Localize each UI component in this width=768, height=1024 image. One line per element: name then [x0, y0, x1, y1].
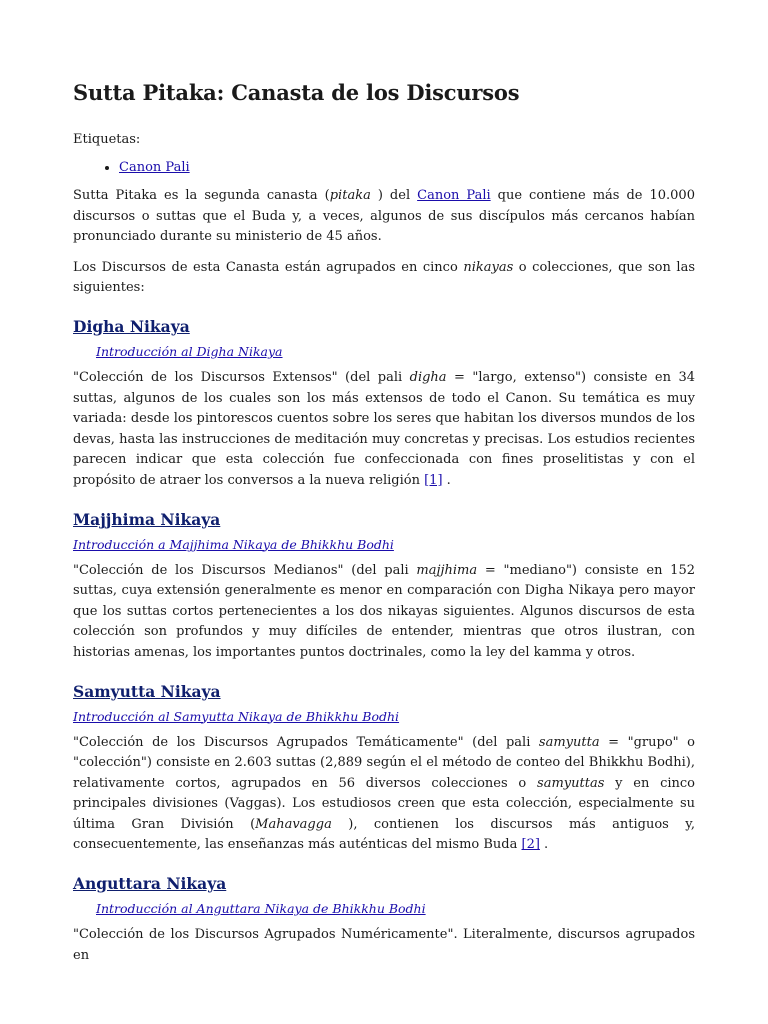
- text: "Colección de los Discursos Agrupados Numéricamente". Literalmente, discursos agrupados en: [73, 927, 695, 963]
- text: "Colección de los Discursos Extensos" (del pali: [73, 369, 410, 385]
- text: .: [539, 837, 549, 853]
- section-heading-digha[interactable]: Digha Nikaya: [73, 316, 190, 336]
- intro-link-majjhima[interactable]: Introducción a Majjhima Nikaya de Bhikkhu Bodhi: [73, 536, 394, 552]
- text: = "mediano") consiste en 152 suttas, cuya extensión generalmente es menor en comparación con Digha Nikaya pero mayor que los suttas cortos pertenecientes a los dos nikayas siguientes. Algunos discursos de esta colección son profundos y muy difíciles de entender, mientras que otros ilustran, con historias amenas, los importantes puntos doctrinales, como la ley del kamma y otros.: [73, 562, 695, 660]
- text: "Colección de los Discursos Medianos" (del pali: [73, 562, 417, 578]
- term: digha: [409, 369, 447, 385]
- text: "Colección de los Discursos Agrupados Temáticamente" (del pali: [73, 734, 539, 750]
- text: ) del: [370, 188, 418, 203]
- section-paragraph-anguttara: [73, 925, 695, 966]
- page-title: Sutta Pitaka: Canasta de los Discursos: [73, 80, 520, 105]
- text: = "largo, extenso") consiste en 34 suttas, algunos de los cuales son los más extensos de todo el Canon. Su temática es muy variada: desde los pintorescos cuentos sobre los seres que habitan los diversos mundos de los devas, hasta las instrucciones de meditación muy concretas y precisas. Los estudios recientes parecen indicar que esta colección fue confeccionada con fines proselitistas y con el propósito de atraer los conversos a la nueva religión: [73, 369, 695, 488]
- text: ), contienen los discursos más antiguos y, consecuentemente, las enseñanzas más auténticas del mismo Buda: [73, 816, 695, 853]
- tag-item: [119, 158, 695, 178]
- tag-link-canon-pali[interactable]: Canon Pali: [119, 160, 190, 175]
- term: Mahavagga: [255, 816, 332, 832]
- term: samyuttas: [537, 775, 605, 791]
- footnote-ref-1[interactable]: [1]: [424, 472, 443, 488]
- section-paragraph-samyutta: [73, 733, 695, 857]
- term: pitaka: [329, 188, 371, 203]
- intro-link-digha[interactable]: Introducción al Digha Nikaya: [96, 343, 283, 359]
- section-heading-majjhima[interactable]: Majjhima Nikaya: [73, 509, 221, 529]
- text: .: [442, 472, 451, 488]
- canon-pali-link[interactable]: Canon Pali: [417, 188, 491, 203]
- text: Los Discursos de esta Canasta están agrupados en cinco: [73, 259, 464, 275]
- text: Sutta Pitaka es la segunda canasta (: [73, 188, 330, 203]
- section-heading-samyutta[interactable]: Samyutta Nikaya: [73, 681, 221, 701]
- section-subtitle-digha: [73, 342, 695, 362]
- term: samyutta: [538, 734, 600, 750]
- article-content: [73, 130, 695, 976]
- footnote-ref-2[interactable]: [2]: [521, 837, 540, 853]
- section-subtitle-anguttara: [73, 899, 695, 919]
- tags-list: [73, 158, 695, 178]
- tags-label: Etiquetas:: [73, 132, 141, 147]
- text: que contiene más de 10.000 discursos o suttas que el Buda y, a veces, algunos de sus discípulos más cercanos habían pronunciado durante su ministerio de 45 años.: [73, 188, 695, 245]
- text: o colecciones, que son las siguientes:: [73, 259, 695, 296]
- term: nikayas: [463, 259, 514, 275]
- section-paragraph-digha: [73, 368, 695, 492]
- section-subtitle-majjhima: [73, 535, 695, 555]
- text: = "grupo" o "colección") consiste en 2.603 suttas (2,889 según el el método de conteo del Bhikkhu Bodhi), relativamente cortos, agrupados en 56 diversos colecciones o: [73, 734, 696, 791]
- text: y en cinco principales divisiones (Vaggas). Los estudiosos creen que esta colección, especialmente su última Gran División (: [73, 775, 695, 832]
- intro-paragraph-1: [73, 186, 695, 248]
- section-subtitle-samyutta: [73, 707, 695, 727]
- section-heading-anguttara[interactable]: Anguttara Nikaya: [73, 874, 227, 894]
- intro-link-anguttara[interactable]: Introducción al Anguttara Nikaya de Bhikkhu Bodhi: [96, 901, 426, 917]
- intro-link-samyutta[interactable]: Introducción al Samyutta Nikaya de Bhikkhu Bodhi: [73, 708, 400, 724]
- intro-paragraph-2: [73, 258, 695, 299]
- section-paragraph-majjhima: [73, 561, 695, 664]
- term: majjhima: [416, 562, 478, 578]
